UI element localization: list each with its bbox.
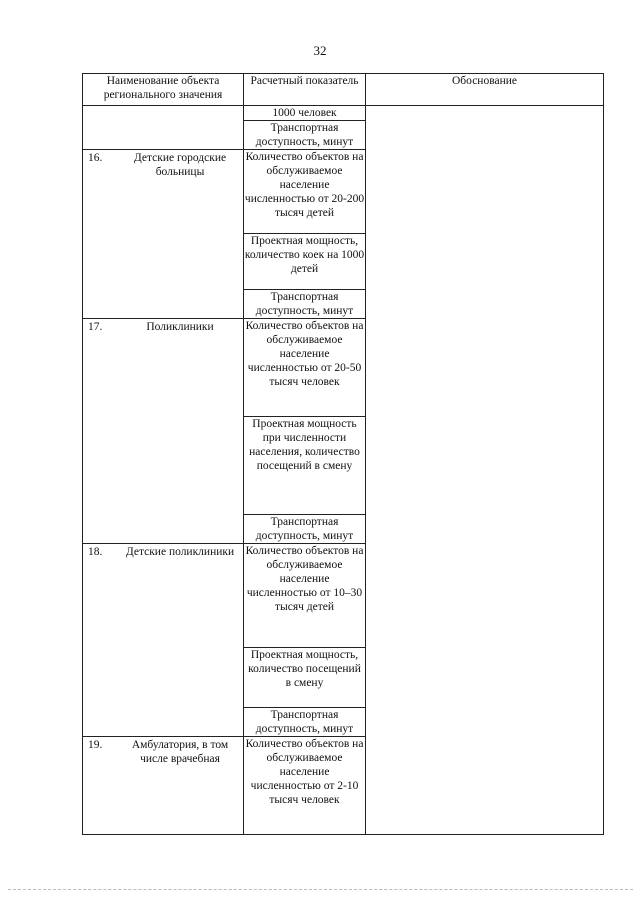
object-cell-19: [83, 737, 244, 835]
object-cell-18: [83, 544, 244, 737]
justification-cell: [366, 106, 604, 835]
object-name: Амбулатория, в том числе врачебная: [131, 739, 229, 765]
indicator-cell: [244, 319, 366, 417]
indicator-text: Транспортная доступность, минут: [255, 709, 354, 735]
indicator-text: Проектная мощность, количество посещений в смену: [248, 649, 361, 689]
indicator-cell: [244, 648, 366, 708]
indicator-text: Транспортная доступность, минут: [255, 291, 354, 317]
header-justification: Обоснование: [366, 74, 604, 106]
indicator-cell: Транспортная доступность, минут: [244, 121, 366, 150]
scan-edge-line: [8, 889, 633, 890]
indicator-cell: [244, 708, 366, 737]
header-indicator: Расчетный показатель: [244, 74, 366, 106]
object-number: 17.: [88, 321, 103, 333]
table-row: [83, 106, 604, 121]
object-cell-16: [83, 150, 244, 319]
indicator-cell: [244, 150, 366, 234]
page-number: 32: [313, 43, 327, 58]
indicator-cell: [244, 737, 366, 835]
object-number: 19.: [88, 739, 103, 751]
indicator-cell: [244, 544, 366, 648]
indicator-cell: [244, 290, 366, 319]
indicator-text: Количество объектов на обслуживаемое население численностью от 2-10 тысяч человек: [245, 738, 364, 806]
indicator-text: Проектная мощность при численности населения, количество посещений в смену: [249, 418, 360, 472]
object-name: Детские городские больницы: [133, 152, 227, 178]
indicator-text: Количество объектов на обслуживаемое население численностью от 20-200 тысяч детей: [244, 151, 365, 219]
indicator-text: Транспортная доступность, минут: [255, 516, 354, 542]
object-number: 16.: [88, 152, 103, 164]
object-name: Поликлиники: [146, 321, 214, 333]
table-header-row: [83, 74, 604, 106]
indicator-cell: [244, 417, 366, 515]
indicator-text: Проектная мощность, количество коек на 1000 детей: [244, 235, 365, 275]
indicator-cell: [244, 515, 366, 544]
indicator-cell: 1000 человек: [244, 106, 366, 121]
object-cell-17: [83, 319, 244, 544]
indicator-text: Количество объектов на обслуживаемое население численностью от 20-50 тысяч человек: [245, 320, 364, 388]
indicator-text: Количество объектов на обслуживаемое население численностью от 10–30 тысяч детей: [245, 545, 364, 613]
document-table: [82, 73, 604, 835]
object-name: Детские поликлиники: [125, 546, 235, 558]
object-cell-continuation: [83, 106, 244, 150]
header-object-name: Наименование объекта регионального значения: [83, 74, 244, 106]
indicator-cell: [244, 234, 366, 290]
object-number: 18.: [88, 546, 103, 558]
